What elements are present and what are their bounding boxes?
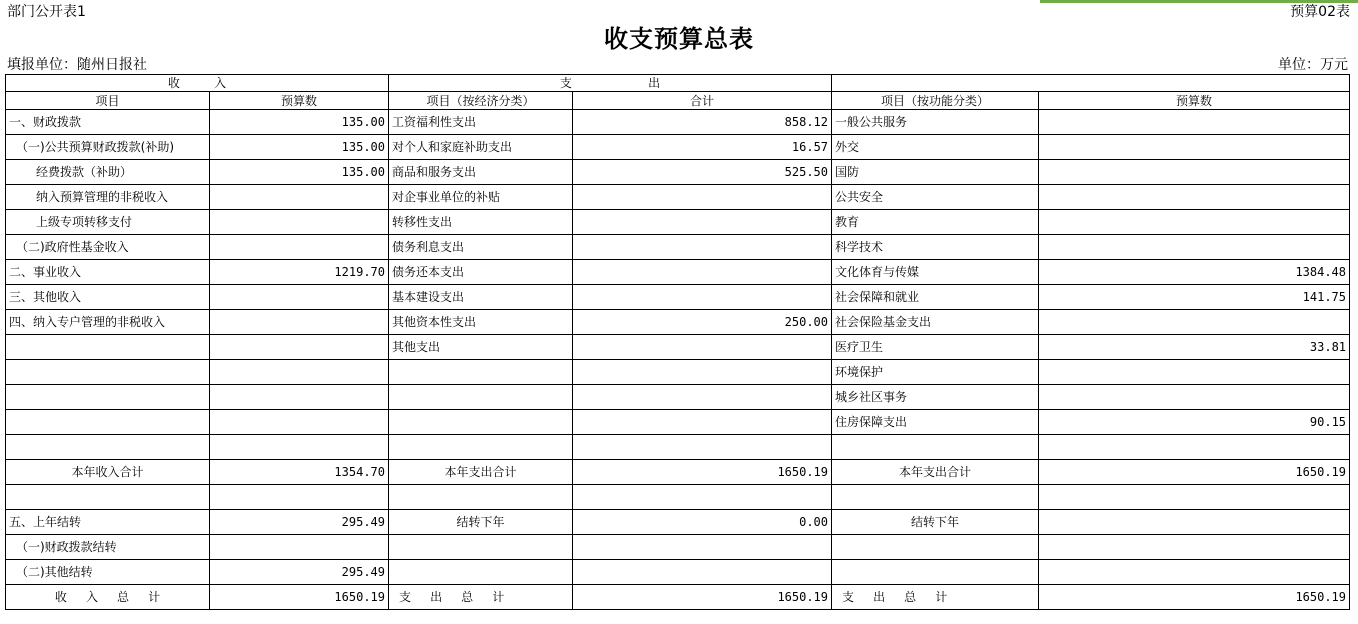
cell-economic-total: 1650.19 <box>573 585 832 610</box>
cell-economic-item: 其他资本性支出 <box>389 310 573 335</box>
table-row <box>6 385 1350 410</box>
cell-functional-budget <box>1039 160 1350 185</box>
cell-functional-budget <box>1039 560 1350 585</box>
cell-income-budget <box>210 210 389 235</box>
cell-functional-budget <box>1039 110 1350 135</box>
table-row <box>6 235 1350 260</box>
cell-functional-item: 外交 <box>832 135 1039 160</box>
cell-functional-item: 环境保护 <box>832 360 1039 385</box>
income-group-header: 收 入 <box>6 75 389 92</box>
cell-economic-item <box>389 560 573 585</box>
table-row <box>6 585 1350 610</box>
table-row <box>6 285 1350 310</box>
table-row <box>6 510 1350 535</box>
cell-economic-total <box>573 210 832 235</box>
cell-functional-item <box>832 560 1039 585</box>
table-row <box>6 435 1350 460</box>
cell-functional-item: 结转下年 <box>832 510 1039 535</box>
cell-income-budget <box>210 335 389 360</box>
cell-functional-item: 住房保障支出 <box>832 410 1039 435</box>
col-header-income-item: 项目 <box>6 92 210 110</box>
table-row <box>6 160 1350 185</box>
cell-economic-item <box>389 360 573 385</box>
table-number: 预算02表 <box>1290 4 1350 20</box>
cell-economic-item: 工资福利性支出 <box>389 110 573 135</box>
column-header-row <box>6 92 1350 110</box>
cell-economic-total <box>573 285 832 310</box>
cell-functional-item: 医疗卫生 <box>832 335 1039 360</box>
cell-income-item: （一)公共预算财政拨款(补助) <box>6 135 210 160</box>
cell-functional-item: 社会保障和就业 <box>832 285 1039 310</box>
col-header-economic-item: 项目（按经济分类） <box>389 92 573 110</box>
cell-income-item <box>6 410 210 435</box>
cell-economic-item: 商品和服务支出 <box>389 160 573 185</box>
col-header-functional-item: 项目（按功能分类） <box>832 92 1039 110</box>
cell-functional-item: 支 出 总 计 <box>832 585 1039 610</box>
expense-group-header-blank <box>832 75 1350 92</box>
cell-income-budget: 1354.70 <box>210 460 389 485</box>
cell-functional-item: 文化体育与传媒 <box>832 260 1039 285</box>
group-header-row <box>6 75 1350 92</box>
cell-income-budget: 1219.70 <box>210 260 389 285</box>
cell-economic-item: 支 出 总 计 <box>389 585 573 610</box>
cell-functional-budget <box>1039 485 1350 510</box>
cell-economic-total <box>573 260 832 285</box>
cell-income-item: 四、纳入专户管理的非税收入 <box>6 310 210 335</box>
cell-income-item: 收 入 总 计 <box>6 585 210 610</box>
cell-economic-total <box>573 360 832 385</box>
cell-income-budget <box>210 185 389 210</box>
table-row <box>6 185 1350 210</box>
cell-income-budget <box>210 485 389 510</box>
cell-income-item: 本年收入合计 <box>6 460 210 485</box>
cell-income-item: 上级专项转移支付 <box>6 210 210 235</box>
cell-income-item <box>6 435 210 460</box>
table-row <box>6 310 1350 335</box>
cell-income-item: 一、财政拨款 <box>6 110 210 135</box>
cell-economic-item: 转移性支出 <box>389 210 573 235</box>
table-row <box>6 360 1350 385</box>
cell-income-item <box>6 485 210 510</box>
cell-economic-total <box>573 485 832 510</box>
cell-economic-item: 基本建设支出 <box>389 285 573 310</box>
cell-functional-item <box>832 435 1039 460</box>
cell-income-item: 三、其他收入 <box>6 285 210 310</box>
cell-income-budget: 295.49 <box>210 510 389 535</box>
table-row <box>6 135 1350 160</box>
cell-functional-budget: 33.81 <box>1039 335 1350 360</box>
cell-functional-budget <box>1039 360 1350 385</box>
cell-functional-budget: 1650.19 <box>1039 460 1350 485</box>
cell-economic-item <box>389 435 573 460</box>
cell-income-budget <box>210 385 389 410</box>
cell-economic-total <box>573 235 832 260</box>
cell-income-item: （二)其他结转 <box>6 560 210 585</box>
cell-income-budget <box>210 410 389 435</box>
cell-functional-budget <box>1039 535 1350 560</box>
col-header-income-budget: 预算数 <box>210 92 389 110</box>
filing-unit: 填报单位：随州日报社 <box>7 57 147 73</box>
cell-economic-item: 对个人和家庭补助支出 <box>389 135 573 160</box>
cell-functional-item: 社会保险基金支出 <box>832 310 1039 335</box>
cell-functional-budget: 1384.48 <box>1039 260 1350 285</box>
cell-economic-item <box>389 485 573 510</box>
table-row <box>6 485 1350 510</box>
cell-functional-budget <box>1039 385 1350 410</box>
page-title: 收支预算总表 <box>604 25 754 53</box>
cell-income-budget <box>210 310 389 335</box>
cell-economic-total: 250.00 <box>573 310 832 335</box>
cell-income-item: （二)政府性基金收入 <box>6 235 210 260</box>
cell-economic-item: 债务还本支出 <box>389 260 573 285</box>
table-row <box>6 210 1350 235</box>
cell-functional-item: 公共安全 <box>832 185 1039 210</box>
cell-functional-budget: 1650.19 <box>1039 585 1350 610</box>
cell-economic-total: 525.50 <box>573 160 832 185</box>
budget-summary-table <box>5 74 1350 610</box>
table-row <box>6 535 1350 560</box>
cell-functional-item <box>832 535 1039 560</box>
cell-economic-total: 858.12 <box>573 110 832 135</box>
table-row <box>6 460 1350 485</box>
cell-income-item <box>6 385 210 410</box>
cell-economic-item: 债务利息支出 <box>389 235 573 260</box>
cell-economic-item <box>389 535 573 560</box>
cell-functional-budget <box>1039 435 1350 460</box>
cell-functional-budget <box>1039 185 1350 210</box>
cell-economic-total: 16.57 <box>573 135 832 160</box>
cell-income-budget <box>210 235 389 260</box>
cell-functional-item <box>832 485 1039 510</box>
cell-income-item: （一)财政拨款结转 <box>6 535 210 560</box>
cell-functional-budget: 141.75 <box>1039 285 1350 310</box>
cell-income-budget <box>210 535 389 560</box>
cell-economic-total: 0.00 <box>573 510 832 535</box>
cell-economic-total <box>573 385 832 410</box>
cell-income-budget: 135.00 <box>210 110 389 135</box>
cell-economic-item <box>389 410 573 435</box>
cell-functional-budget <box>1039 210 1350 235</box>
cell-economic-total <box>573 335 832 360</box>
cell-income-budget: 1650.19 <box>210 585 389 610</box>
cell-income-item: 二、事业收入 <box>6 260 210 285</box>
cell-economic-item <box>389 385 573 410</box>
cell-economic-total <box>573 410 832 435</box>
cell-income-budget <box>210 435 389 460</box>
cell-functional-item: 一般公共服务 <box>832 110 1039 135</box>
cell-functional-item: 科学技术 <box>832 235 1039 260</box>
cell-income-item: 五、上年结转 <box>6 510 210 535</box>
table-row <box>6 410 1350 435</box>
cell-income-item: 经费拨款（补助） <box>6 160 210 185</box>
cell-functional-budget <box>1039 510 1350 535</box>
col-header-functional-budget: 预算数 <box>1039 92 1350 110</box>
cell-functional-item: 国防 <box>832 160 1039 185</box>
table-row <box>6 110 1350 135</box>
cell-economic-total <box>573 560 832 585</box>
cell-economic-item: 结转下年 <box>389 510 573 535</box>
cell-economic-total <box>573 435 832 460</box>
cell-functional-item: 教育 <box>832 210 1039 235</box>
cell-income-budget: 295.49 <box>210 560 389 585</box>
cell-income-budget <box>210 285 389 310</box>
currency-unit: 单位：万元 <box>1278 57 1348 73</box>
cell-functional-budget <box>1039 310 1350 335</box>
table-row <box>6 335 1350 360</box>
cell-functional-item: 城乡社区事务 <box>832 385 1039 410</box>
cell-functional-item: 本年支出合计 <box>832 460 1039 485</box>
cell-economic-total <box>573 185 832 210</box>
cell-income-item <box>6 360 210 385</box>
cell-economic-item: 对企事业单位的补贴 <box>389 185 573 210</box>
cell-income-budget: 135.00 <box>210 135 389 160</box>
expense-group-header: 支 出 <box>389 75 832 92</box>
cell-economic-total: 1650.19 <box>573 460 832 485</box>
cell-income-budget: 135.00 <box>210 160 389 185</box>
form-code: 部门公开表1 <box>7 4 86 20</box>
cell-economic-item: 其他支出 <box>389 335 573 360</box>
col-header-economic-total: 合计 <box>573 92 832 110</box>
cell-economic-total <box>573 535 832 560</box>
cell-functional-budget <box>1039 135 1350 160</box>
cell-income-item: 纳入预算管理的非税收入 <box>6 185 210 210</box>
table-row <box>6 560 1350 585</box>
cell-functional-budget: 90.15 <box>1039 410 1350 435</box>
table-row <box>6 260 1350 285</box>
cell-income-budget <box>210 360 389 385</box>
cell-income-item <box>6 335 210 360</box>
cell-economic-item: 本年支出合计 <box>389 460 573 485</box>
cell-functional-budget <box>1039 235 1350 260</box>
